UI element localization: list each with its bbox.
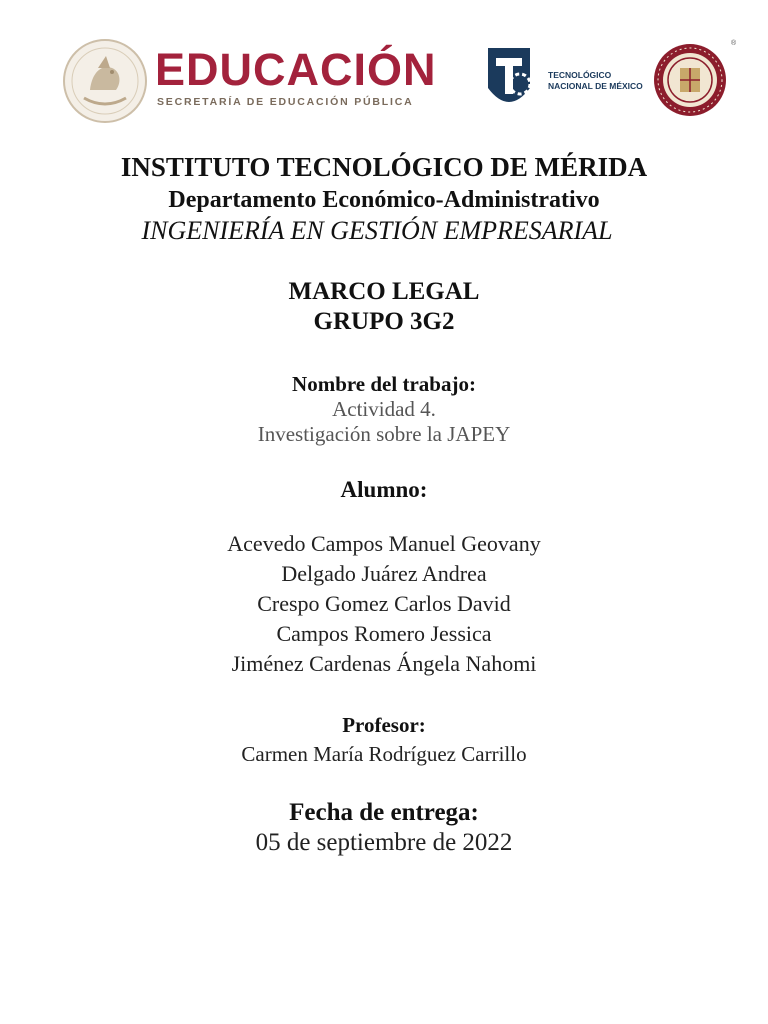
logo-header: [0, 30, 768, 130]
student-name: Delgado Juárez Andrea: [281, 561, 487, 586]
department-title: Departamento Económico-Administrativo: [168, 187, 600, 213]
date-label: Fecha de entrega:: [289, 799, 479, 826]
work-label: Nombre del trabajo:: [292, 372, 476, 396]
registered-mark: ®: [731, 40, 737, 47]
professor-name: Carmen María Rodríguez Carrillo: [241, 742, 527, 766]
cover-page: [0, 152, 768, 857]
work-line-1: Actividad 4.: [332, 397, 436, 421]
career-title: INGENIERÍA EN GESTIÓN EMPRESARIAL: [141, 216, 613, 245]
sep-subtitle: SECRETARÍA DE EDUCACIÓN PÚBLICA: [157, 96, 414, 108]
institute-title: INSTITUTO TECNOLÓGICO DE MÉRIDA: [120, 152, 648, 182]
professor-label: Profesor:: [342, 713, 426, 737]
subject-title: MARCO LEGAL: [288, 278, 480, 305]
group-title: GRUPO 3G2: [313, 308, 455, 335]
tecnm-logo-icon: [480, 44, 538, 118]
student-name: Acevedo Campos Manuel Geovany: [227, 531, 541, 556]
students-list: [0, 529, 768, 679]
itm-seal-logo: [652, 42, 728, 118]
mexican-coat-of-arms-logo: [62, 38, 148, 124]
students-label: Alumno:: [340, 477, 428, 502]
work-line-2: Investigación sobre la JAPEY: [257, 422, 511, 446]
student-name: Campos Romero Jessica: [276, 621, 492, 646]
delivery-date: 05 de septiembre de 2022: [255, 829, 513, 856]
student-name: Crespo Gomez Carlos David: [257, 591, 511, 616]
tecnm-line2: NACIONAL DE MÉXICO: [548, 81, 643, 91]
student-name: Jiménez Cardenas Ángela Nahomi: [231, 651, 537, 676]
tecnm-name: [548, 70, 643, 92]
tecnm-line1: TECNOLÓGICO: [548, 70, 612, 80]
sep-wordmark: EDUCACIÓN: [155, 44, 437, 95]
